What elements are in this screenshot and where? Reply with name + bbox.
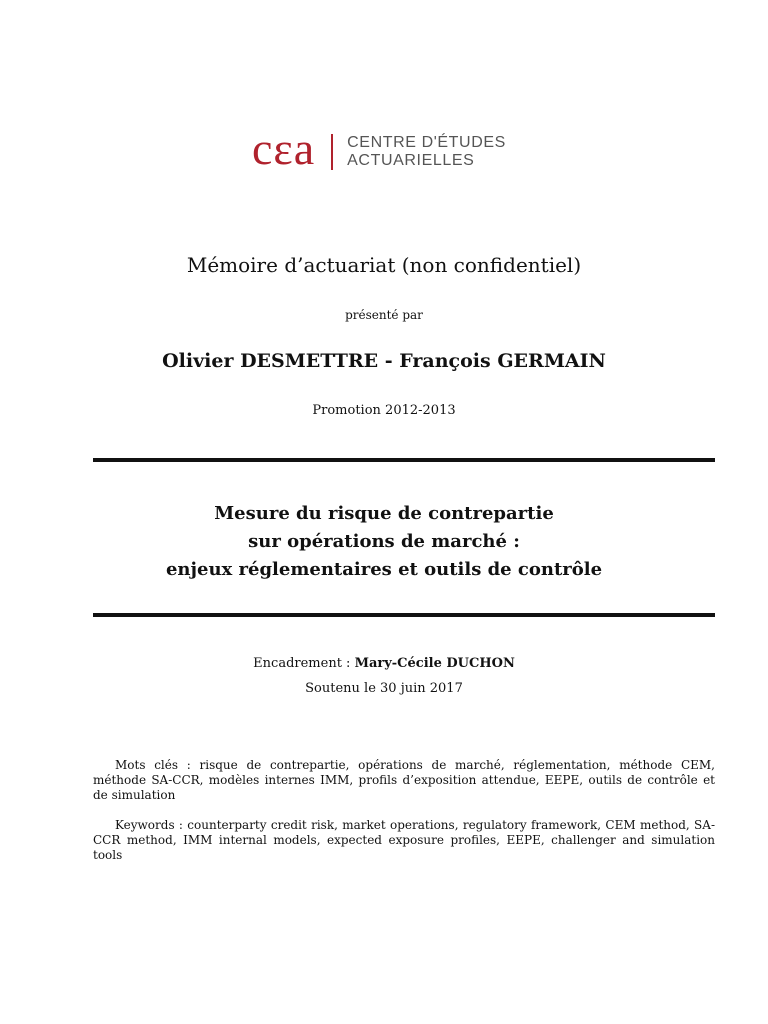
cea-logo <box>252 123 506 176</box>
supervision-label: Encadrement : <box>253 656 355 671</box>
thesis-title-line2: sur opérations de marché : <box>248 531 520 552</box>
document-type: Mémoire d’actuariat (non confidentiel) <box>186 253 582 277</box>
presented-by: présenté par <box>345 308 423 322</box>
logo-mark: cεa <box>252 123 316 174</box>
logo-text-line2: ACTUARIELLES <box>347 152 475 169</box>
authors: Olivier DESMETTRE - François GERMAIN <box>162 350 606 372</box>
defense-date: Soutenu le 30 juin 2017 <box>305 681 463 696</box>
keywords-en: Keywords : counterparty credit risk, market operations, regulatory framework, CEM method, SA-CCR method, IMM internal models, expected exposure profiles, EEPE, challenger and simulation tools <box>93 818 715 862</box>
top-rule <box>93 458 715 462</box>
promotion: Promotion 2012-2013 <box>312 403 456 418</box>
supervision <box>0 656 768 671</box>
keywords-fr: Mots clés : risque de contrepartie, opérations de marché, réglementation, méthode CEM, méthode SA-CCR, modèles internes IMM, profils d’exposition attendue, EEPE, outils de contrôle et de simulation <box>93 758 715 802</box>
thesis-title-line1: Mesure du risque de contrepartie <box>214 503 554 524</box>
logo-separator <box>331 134 333 170</box>
logo-text-line1: CENTRE D'ÉTUDES <box>347 134 506 151</box>
thesis-title-line3: enjeux réglementaires et outils de contrôle <box>165 559 603 580</box>
thesis-title <box>0 500 768 584</box>
bottom-rule <box>93 613 715 617</box>
supervisor-name: Mary-Cécile DUCHON <box>354 656 515 671</box>
logo-text <box>347 134 506 170</box>
